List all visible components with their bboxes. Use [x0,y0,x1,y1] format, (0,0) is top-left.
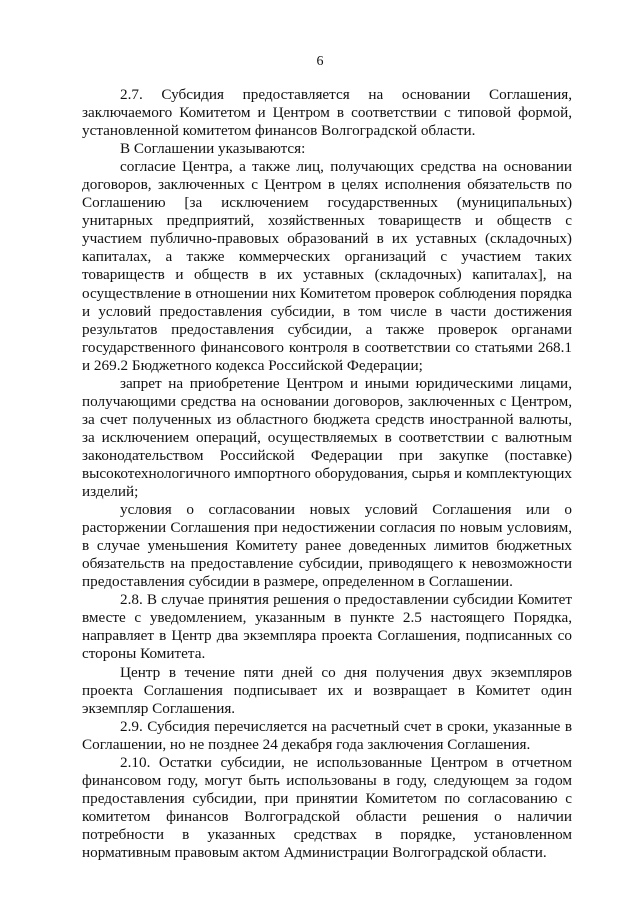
paragraph-currency-ban: запрет на приобретение Центром и иными юридическими лицами, получающими средства на основании договоров, заключенных с Центром, за счет полученных из областного бюджета средств иностранной валюты, за исключением операций, осуществляемых в соответствии с валютным законодательством Российской Федерации при закупке (поставке) высокотехнологичного импортного оборудования, сырья и комплектующих изделий; [82,374,572,501]
paragraph-center-signing: Центр в течение пяти дней со дня получения двух экземпляров проекта Соглашения подписывает их и возвращает в Комитет один экземпляр Соглашения. [82,663,572,717]
page-number: 6 [316,54,324,69]
paragraph-2-9: 2.9. Субсидия перечисляется на расчетный счет в сроки, указанные в Соглашении, но не позднее 24 декабря года заключения Соглашения. [82,717,572,753]
document-body [82,86,572,862]
paragraph-agreement-intro: В Соглашении указываются: [120,140,306,158]
paragraph-2-7: 2.7. Субсидия предоставляется на основании Соглашения, заключаемого Комитетом и Центром в соответствии с типовой формой, установленной комитетом финансов Волгоградской области. [82,86,572,140]
paragraph-conditions: условия о согласовании новых условий Соглашения или о расторжении Соглашения при недостижении согласия по новым условиям, в случае уменьшения Комитету ранее доведенных лимитов бюджетных обязательств на предоставление субсидии, приводящего к невозможности предоставления субсидии в размере, определенном в Соглашении. [82,501,572,591]
paragraph-2-8: 2.8. В случае принятия решения о предоставлении субсидии Комитет вместе с уведомлением, указанным в пункте 2.5 настоящего Порядка, направляет в Центр два экземпляра проекта Соглашения, подписанных со стороны Комитета. [82,591,572,663]
paragraph-2-10: 2.10. Остатки субсидии, не использованные Центром в отчетном финансовом году, могут быть использованы в году, следующем за годом предоставления субсидии, при принятии Комитетом по согласованию с комитетом финансов Волгоградской области решения о наличии потребности в указанных средствах в порядке, установленном нормативным правовым актом Администрации Волгоградской области. [82,753,572,861]
paragraph-consent: согласие Центра, а также лиц, получающих средства на основании договоров, заключенных с Центром в целях исполнения обязательств по Соглашению [за исключением государственных (муниципальных) унитарных предприятий, хозяйственных товариществ и обществ с участием публично-правовых образований в их уставных (складочных) капиталах, а также коммерческих организаций с участием таких товариществ и обществ в их уставных (складочных) капиталах], на осуществление в отношении них Комитетом проверок соблюдения порядка и условий предоставления субсидии, в том числе в части достижения результатов предоставления субсидии, а также проверок органами государственного финансового контроля в соответствии со статьями 268.1 и 269.2 Бюджетного кодекса Российской Федерации; [82,158,572,374]
